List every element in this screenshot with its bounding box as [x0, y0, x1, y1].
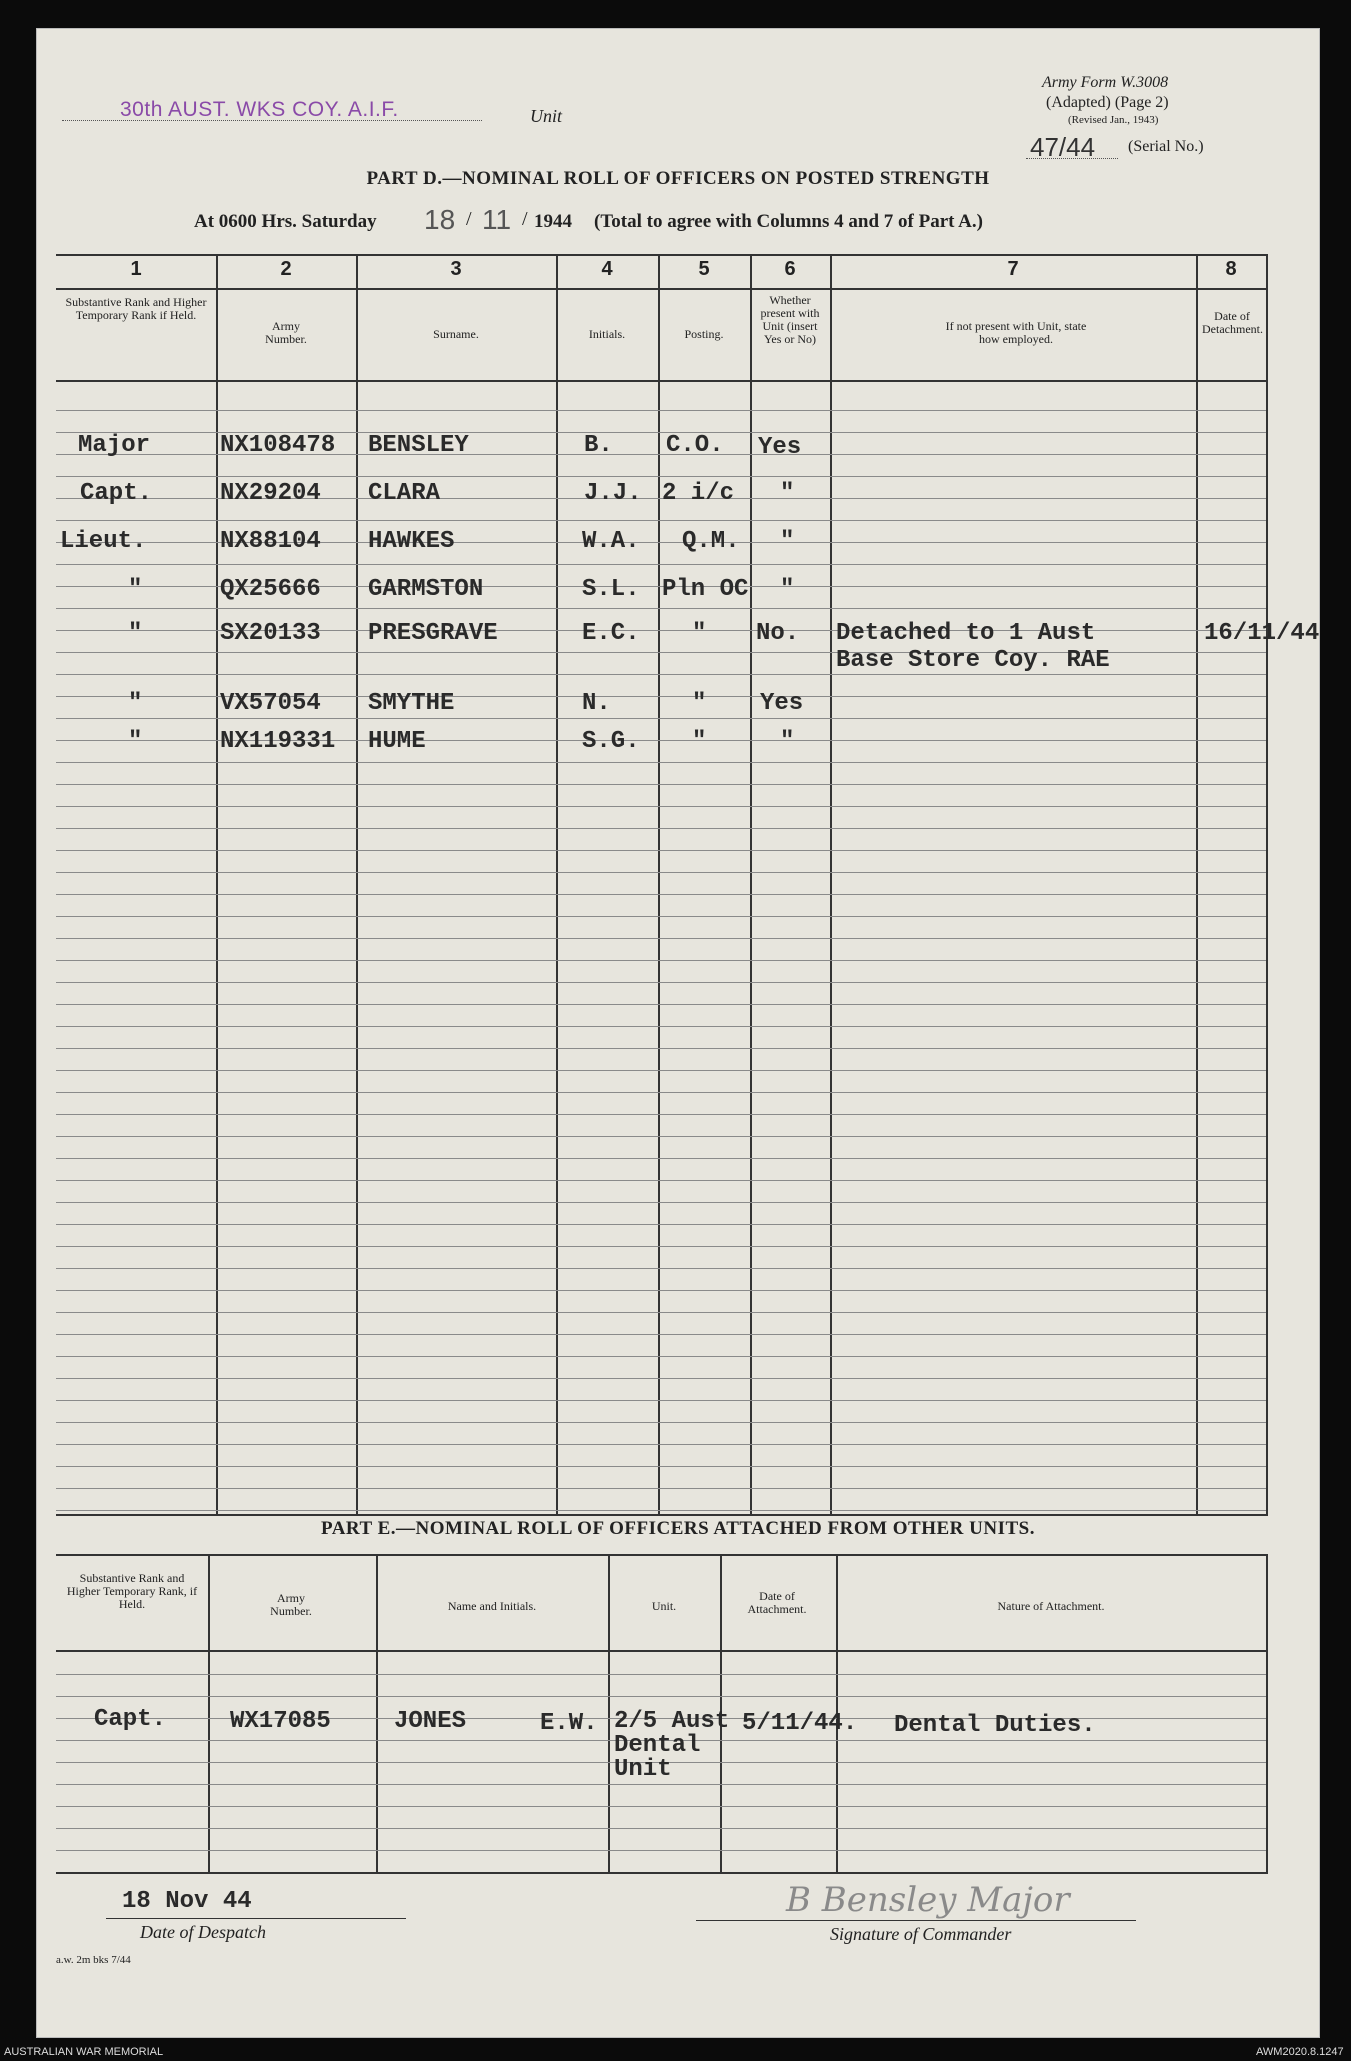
ruled-line [56, 1290, 1266, 1291]
ruled-line [56, 872, 1266, 873]
print-code: a.w. 2m bks 7/44 [56, 1954, 131, 1966]
ruled-line [56, 1026, 1266, 1027]
despatch-label: Date of Despatch [140, 1922, 266, 1942]
ruled-line [56, 784, 1266, 785]
ruled-line [56, 1806, 1266, 1807]
serial-number: 47/44 [1030, 132, 1096, 162]
ruled-line [56, 1444, 1266, 1445]
ruled-line [56, 1114, 1266, 1115]
col-num-8: 8 [1225, 258, 1237, 280]
header-army-number: Army Number. [265, 319, 307, 346]
ruled-line [56, 1378, 1266, 1379]
col-num-3: 3 [450, 258, 462, 280]
credit-right: AWM2020.8.1247 [1256, 2046, 1344, 2058]
ruled-line [56, 1202, 1266, 1203]
ruled-line [56, 1224, 1266, 1225]
ruled-line [56, 806, 1266, 807]
time-prefix: At 0600 Hrs. Saturday [194, 211, 377, 232]
date-day: 18 [424, 204, 456, 235]
ruled-line [56, 1158, 1266, 1159]
ruled-line [56, 1784, 1266, 1785]
col-num-4: 4 [601, 258, 613, 280]
ruled-line [56, 916, 1266, 917]
e-header-nature: Nature of Attachment. [997, 1599, 1105, 1613]
ruled-line [56, 1092, 1266, 1093]
time-suffix: (Total to agree with Columns 4 and 7 of Part A.) [594, 211, 983, 232]
ruled-line [56, 1850, 1266, 1851]
ruled-line [56, 1048, 1266, 1049]
serial-underline [1026, 158, 1118, 159]
header-surname: Surname. [433, 327, 479, 341]
e-header-unit: Unit. [651, 1599, 677, 1613]
form-id: Army Form W.3008 [1042, 74, 1169, 91]
header-detach-date: Date of Detachment. [1202, 309, 1263, 336]
ruled-line [56, 1696, 1266, 1697]
col-num-1: 1 [130, 258, 142, 280]
header-employed: If not present with Unit, state how employed. [945, 319, 1087, 346]
part-e-title: PART E.—NOMINAL ROLL OF OFFICERS ATTACHED FROM OTHER UNITS. [321, 1518, 1035, 1539]
ruled-line [56, 762, 1266, 763]
unit-stamp: 30th AUST. WKS COY. A.I.F. [120, 98, 399, 121]
col-num-7: 7 [1007, 258, 1019, 280]
ruled-line [56, 1488, 1266, 1489]
ruled-line [56, 718, 1266, 719]
signature-underline [696, 1920, 1136, 1921]
part-d-table: 1 2 3 4 5 6 7 8 Substantive Rank and Higher Temporary Rank if Held. Army Number. Surname. Initials. Posting. Whether present with Unit (insert Yes or No) If not present with Unit, state how employed. Date of Detachment. Major NX108478 BENSLEY B. C.O. Yes Capt. NX29204 CLARA J.J. 2 i/c " Lieut. NX88104 HAWKES W.A. Q.M. " " QX25666 GARMSTON S.L. Pln OC " " SX20133 PRESGRAVE E.C. " No. Detached to 1 Aust Base Store Coy. RAE 16/11/44 " VX57054 SMYTHE N. " Yes " NX119331 HUME S.G. " " [56, 254, 1268, 1516]
date-month: 11 [482, 204, 512, 235]
ruled-line [56, 1828, 1266, 1829]
form-revised: (Revised Jan., 1943) [1068, 114, 1159, 126]
commander-signature: B Bensley Major [786, 1880, 1070, 1920]
ruled-line [56, 982, 1266, 983]
ruled-line [56, 410, 1266, 411]
despatch-date: 18 Nov 44 [122, 1888, 252, 1915]
ruled-line [56, 674, 1266, 675]
header-rank: Substantive Rank and Higher Temporary Rank if Held. [65, 295, 207, 322]
header-posting: Posting. [684, 327, 724, 341]
col-num-6: 6 [784, 258, 796, 280]
ruled-line [56, 476, 1266, 477]
col-num-2: 2 [280, 258, 292, 280]
ruled-line [56, 520, 1266, 521]
unit-label: Unit [530, 106, 563, 126]
ruled-line [56, 894, 1266, 895]
serial-label: (Serial No.) [1128, 138, 1204, 155]
e-header-rank: Substantive Rank and Higher Temporary Rank, if Held. [66, 1571, 198, 1611]
part-e-table: Substantive Rank and Higher Temporary Rank, if Held. Army Number. Name and Initials. Unit. Date of Attachment. Nature of Attachment. Capt. WX17085 JONES E.W. 2/5 Aust Dental Unit 5/11/44. Dental Duties. [56, 1554, 1268, 1874]
col-num-5: 5 [698, 258, 710, 280]
ruled-line [56, 1466, 1266, 1467]
ruled-line [56, 1674, 1266, 1675]
form-page: 30th AUST. WKS COY. A.I.F. Unit Army Form W.3008 (Adapted) (Page 2) (Revised Jan., 1943) 47/44 (Serial No.) PART D.—NOMINAL ROLL OF OFFICERS ON POSTED STRENGTH At 0600 Hrs. Saturday 18 / 11 / 1944 (Total to agree with Columns 4 and 7 of Part A.) 1 2 3 4 5 6 7 8 Substantive Rank and Higher Temporary Rank if Held. Army Number. Surname. Initials. Posting. Whether present with Unit (insert Yes or No) If not present with Unit, state how employed. Date of Detachment. Major NX108478 BENSLEY B. C.O. Yes Capt. NX29204 CLARA J.J. 2 i/c " Lieut. NX88104 HAWKES W.A. Q.M. " " QX25666 GARMSTON S.L. Pln OC " " SX20133 PRESGRAVE E.C. " No. Detached to 1 Aust Base Store Coy. RAE 16/11/44 " VX57054 SMYTHE N. " Yes " NX119331 HUME S.G. " " PART E.—NOMINAL ROLL OF OFFICERS ATTACHED FROM OTHER UNITS. Substantive Rank and Higher Temporary Rank, if Held. Army Number. Name and Initials. Unit. Date of Attachment. Nature of Attachment. Capt. WX17085 JONES E.W. 2/5 Aust Dental Unit 5/11/44. Dental Duties. 18 Nov 44 Date of Despatch B Bensley Major Signature of Commander a.w. 2m bks 7/44 [36, 28, 1320, 2038]
e-header-name: Name and Initials. [447, 1599, 537, 1613]
ruled-line [56, 850, 1266, 851]
ruled-line [56, 1312, 1266, 1313]
ruled-line [56, 1400, 1266, 1401]
unit-underline [62, 120, 482, 121]
ruled-line [56, 1356, 1266, 1357]
form-adapted: (Adapted) (Page 2) [1046, 94, 1169, 111]
ruled-line [56, 1510, 1266, 1511]
ruled-line [56, 1136, 1266, 1137]
ruled-line [56, 608, 1266, 609]
header-initials: Initials. [588, 327, 626, 341]
ruled-line [56, 828, 1266, 829]
ruled-line [56, 1334, 1266, 1335]
e-header-army-number: Army Number. [270, 1591, 312, 1618]
ruled-line [56, 1180, 1266, 1181]
ruled-line [56, 1004, 1266, 1005]
credit-left: AUSTRALIAN WAR MEMORIAL [4, 2046, 164, 2058]
ruled-line [56, 960, 1266, 961]
date-year: 1944 [534, 211, 572, 232]
ruled-line [56, 1268, 1266, 1269]
despatch-underline [106, 1918, 406, 1919]
ruled-line [56, 1070, 1266, 1071]
ruled-line [56, 938, 1266, 939]
signature-label: Signature of Commander [830, 1924, 1012, 1944]
part-d-title: PART D.—NOMINAL ROLL OF OFFICERS ON POSTED STRENGTH [366, 168, 990, 189]
e-header-attach-date: Date of Attachment. [747, 1589, 807, 1616]
header-present: Whether present with Unit (insert Yes or No) [760, 293, 820, 346]
ruled-line [56, 1422, 1266, 1423]
ruled-line [56, 564, 1266, 565]
ruled-line [56, 1246, 1266, 1247]
